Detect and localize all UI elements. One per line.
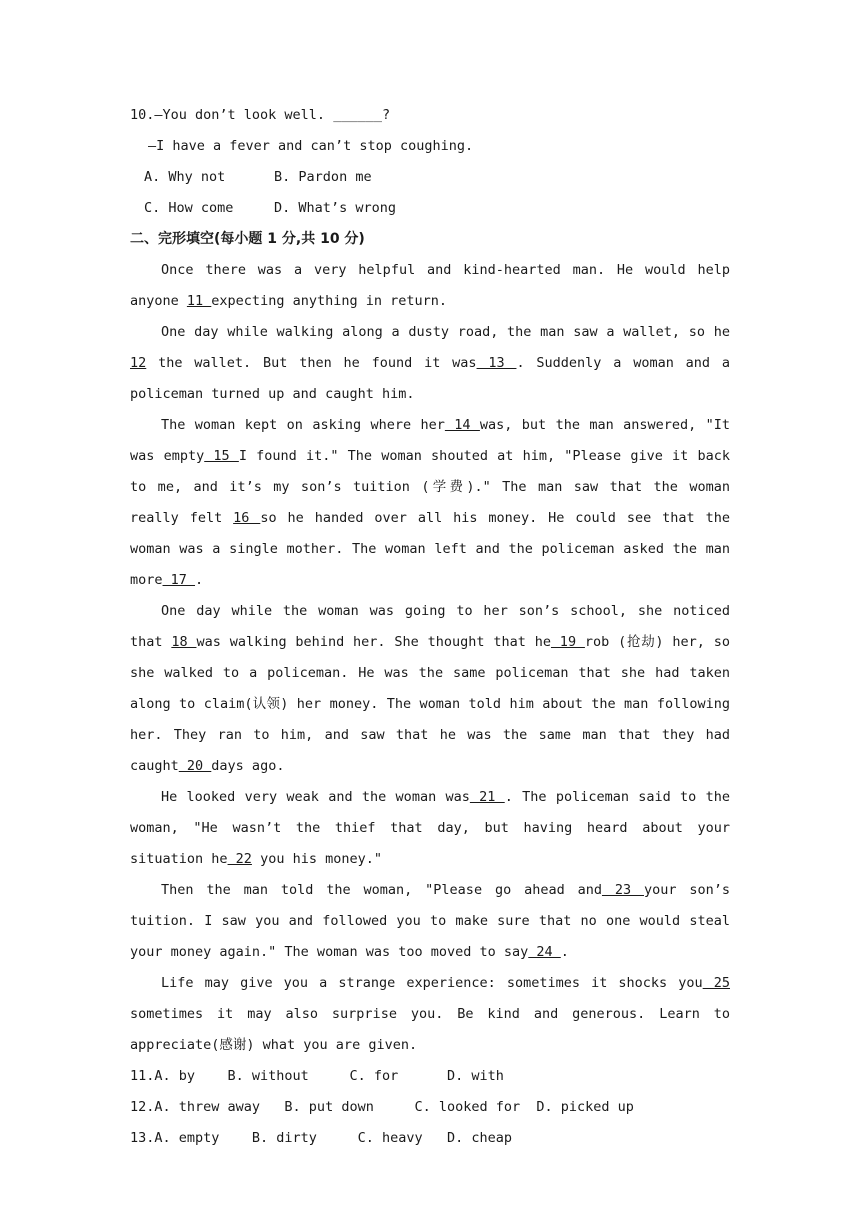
passage-paragraph-4 [130,596,730,782]
passage-text: I found it." The woman shouted at him, "Please give it back to me, and it’s my son’s tuition (学费)." The man saw that the woman really felt [130,448,730,526]
q11-options: 11.A. by B. without C. for D. with [130,1068,504,1084]
passage-paragraph-3 [130,410,730,596]
section-heading-cloze: 二、完形填空(每小题 1 分,共 10 分) [130,231,365,247]
blank-17: 17 [162,572,196,588]
passage-text: . The policeman said to the woman, "He wasn’t the thief that day, but having heard about your situation he [130,789,730,867]
passage-text: Once there was a very helpful and kind-hearted man. He would help anyone [130,262,730,309]
passage-text: Then the man told the woman, "Please go ahead and [161,882,602,898]
passage-text: The woman kept on asking where her [161,417,445,433]
blank-11: 11 [186,293,212,309]
passage-paragraph-1 [130,255,730,317]
passage-text: the wallet. But then he found it was [146,355,477,371]
blank-19: 19 [550,634,585,650]
passage-text: rob (抢劫) her, so she walked to a policeman. He was the same policeman that she had taken along to claim(认领) her money. The woman told him about the man following her. They ran to him, and saw that he was the same man that they had caught [130,634,730,774]
blank-12: 12 [130,355,147,371]
passage-text: One day while the woman was going to her son’s school, she noticed that [130,603,730,650]
passage-text: was, but the man answered, "It was empty [130,417,731,464]
passage-text: your son’s tuition. I saw you and followed you to make sure that no one would steal your money again." The woman was too moved to say [130,882,731,960]
passage-paragraph-5 [130,782,730,875]
blank-14: 14 [444,417,480,433]
passage-text: so he handed over all his money. He could see that the woman was a single mother. The woman left and the policeman asked the man more [130,510,730,588]
blank-23: 23 [601,882,644,898]
blank-16: 16 [233,510,261,526]
passage-paragraph-6 [130,875,730,968]
q13-options: 13.A. empty B. dirty C. heavy D. cheap [130,1130,513,1146]
q10-options-row1: A. Why not B. Pardon me [144,169,372,185]
q12-options: 12.A. threw away B. put down C. looked for D. picked up [130,1099,634,1115]
worksheet-page [130,100,730,1154]
blank-13: 13 [476,355,517,371]
blank-22: 22 [227,851,252,867]
blank-20: 20 [178,758,212,774]
passage-text: days ago. [211,758,285,774]
blank-24: 24 [528,944,561,960]
blank-18: 18 [171,634,197,650]
passage-text: Life may give you a strange experience: sometimes it shocks you [161,975,703,991]
passage-paragraph-2 [130,317,730,410]
q10-options-row2: C. How come D. What’s wrong [144,200,396,216]
passage-text: was walking behind her. She thought that he [196,634,551,650]
passage-text: One day while walking along a dusty road, the man saw a wallet, so he [161,324,730,340]
blank-25: 25 [702,975,730,991]
blank-21: 21 [469,789,505,805]
q10-reply: —I have a fever and can’t stop coughing. [148,138,474,154]
passage-text: He looked very weak and the woman was [161,789,470,805]
passage-text: you his money." [251,851,382,867]
passage-text: sometimes it may also surprise you. Be kind and generous. Learn to appreciate(感谢) what you are given. [130,1006,730,1053]
passage-paragraph-7 [130,968,730,1061]
blank-15: 15 [204,448,239,464]
passage-text: . [195,572,204,588]
passage-text: . Suddenly a woman and a policeman turned up and caught him. [130,355,730,402]
passage-text: expecting anything in return. [211,293,447,309]
q10-stem: 10.—You don’t look well. ______? [130,107,391,123]
passage-text: . [560,944,569,960]
